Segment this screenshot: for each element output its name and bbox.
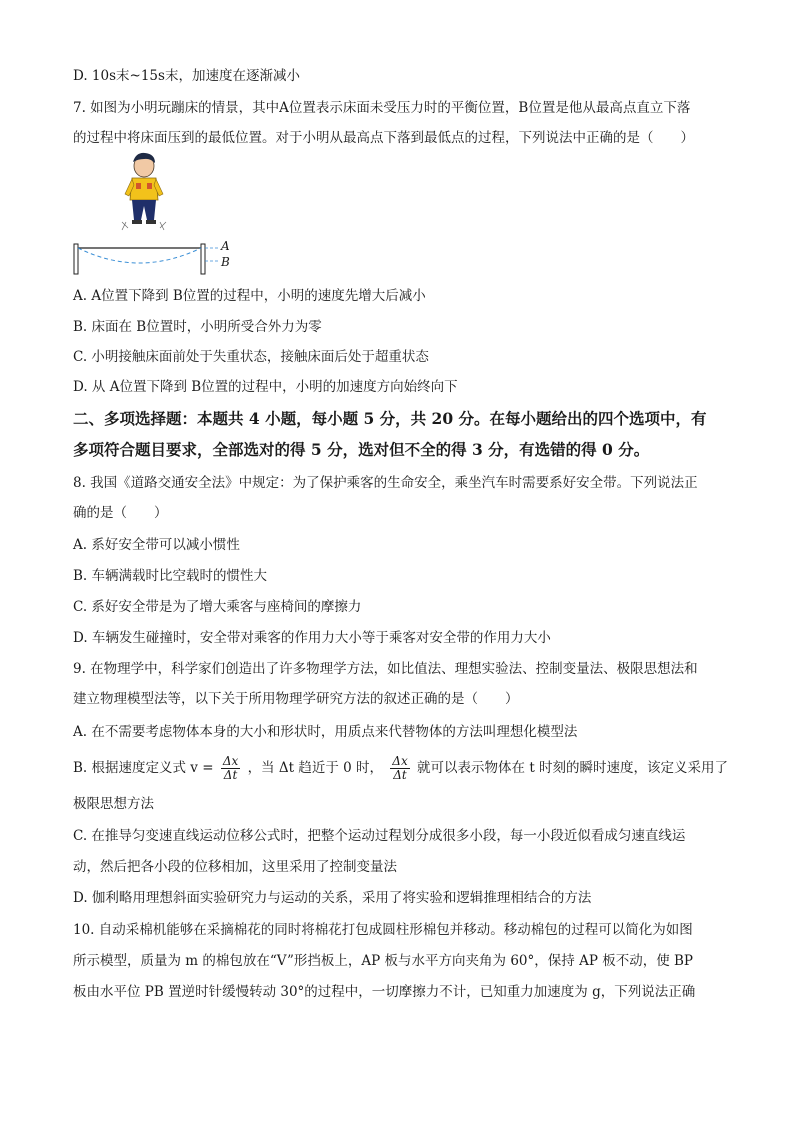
- q10-line3: 板由水平位 PB 置逆时针缓慢转动 30°的过程中，一切摩擦力不计，已知重力加速度为 g，下列说法正确: [73, 984, 696, 1000]
- q7-option-c: C. 小明接触床面前处于失重状态，接触床面后处于超重状态: [73, 349, 429, 365]
- q9-option-c-line1: C. 在推导匀变速直线运动位移公式时，把整个运动过程划分成很多小段，每一小段近似看成匀速直线运: [73, 828, 686, 844]
- q9-option-b-part2: ，当 Δt 趋近于 0 时，: [247, 760, 383, 776]
- velocity-fraction-2: [390, 755, 409, 782]
- q10-line1: 10. 自动采棉机能够在采摘棉花的同时将棉花打包成圆柱形棉包并移动。移动棉包的过程可以简化为如图: [73, 922, 693, 938]
- q9-stem-line1: 9. 在物理学中，科学家们创造出了许多物理学方法，如比值法、理想实验法、控制变量法、极限思想法和: [73, 661, 698, 677]
- q9-option-b-part1: B. 根据速度定义式 v =: [73, 760, 214, 776]
- q9-option-b-line1: [73, 753, 754, 783]
- label-b: B: [221, 255, 230, 269]
- label-a: A: [221, 239, 230, 253]
- q9-option-b-line2: 极限思想方法: [73, 796, 154, 812]
- q8-stem-line1: 8. 我国《道路交通安全法》中规定：为了保护乘客的生命安全，乘坐汽车时需要系好安全带。下列说法正: [73, 475, 698, 491]
- q8-option-c: C. 系好安全带是为了增大乘客与座椅间的摩擦力: [73, 599, 362, 615]
- q6-option-d: D. 10s末~15s末，加速度在逐渐减小: [73, 68, 300, 84]
- q9-stem-line2: 建立物理模型法等，以下关于所用物理学研究方法的叙述正确的是（ ）: [73, 691, 519, 707]
- fraction-denominator-2: Δt: [393, 768, 407, 782]
- fraction-numerator-2: Δx: [392, 754, 408, 768]
- boy-illustration: [122, 153, 166, 230]
- trampoline-figure: [70, 150, 245, 280]
- fraction-numerator: Δx: [222, 754, 239, 768]
- q7-option-d: D. 从 A位置下降到 B位置的过程中，小明的加速度方向始终向下: [73, 379, 458, 395]
- q8-option-b: B. 车辆满载时比空载时的惯性大: [73, 568, 268, 584]
- velocity-fraction: [221, 755, 240, 782]
- q9-option-d: D. 伽利略用理想斜面实验研究力与运动的关系，采用了将实验和逻辑推理相结合的方法: [73, 890, 592, 906]
- q9-option-a: A. 在不需要考虑物体本身的大小和形状时，用质点来代替物体的方法叫理想化模型法: [73, 724, 578, 740]
- q7-stem-line2: 的过程中将床面压到的最低位置。对于小明从最高点下落到最低点的过程，下列说法中正确的是（ ）: [73, 130, 694, 146]
- trampoline: [74, 244, 220, 274]
- q8-stem-line2: 确的是（ ）: [73, 505, 168, 521]
- q8-option-d: D. 车辆发生碰撞时，安全带对乘客的作用力大小等于乘客对安全带的作用力大小: [73, 630, 551, 646]
- section2-heading-line2: 多项符合题目要求，全部选对的得 5 分，选对但不全的得 3 分，有选错的得 0 分。: [73, 440, 650, 459]
- q7-stem-line1: 7. 如图为小明玩蹦床的情景，其中A位置表示床面未受压力时的平衡位置，B位置是他从最高点直立下落: [73, 100, 691, 116]
- q9-option-c-line2: 动，然后把各小段的位移相加，这里采用了控制变量法: [73, 859, 397, 875]
- q9-option-b-part3: 就可以表示物体在 t 时刻的瞬时速度，该定义采用了: [417, 760, 729, 776]
- q8-option-a: A. 系好安全带可以减小惯性: [73, 537, 240, 553]
- section2-heading-line1: 二、多项选择题：本题共 4 小题，每小题 5 分，共 20 分。在每小题给出的四个选项中，有: [73, 409, 707, 428]
- q7-option-a: A. A位置下降到 B位置的过程中，小明的速度先增大后减小: [73, 288, 426, 304]
- q10-line2: 所示模型，质量为 m 的棉包放在“V”形挡板上，AP 板与水平方向夹角为 60°，保持 AP 板不动，使 BP: [73, 953, 693, 969]
- fraction-denominator: Δt: [223, 768, 238, 782]
- q7-option-b: B. 床面在 B位置时，小明所受合外力为零: [73, 319, 322, 335]
